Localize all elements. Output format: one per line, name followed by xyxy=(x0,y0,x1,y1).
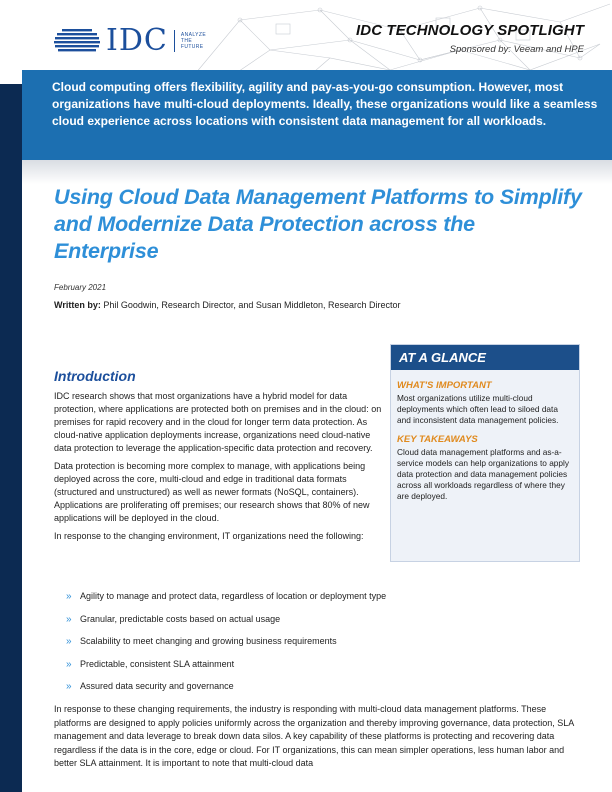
list-item xyxy=(66,636,586,659)
paragraph: IDC research shows that most organizations have a hybrid model for data protection, where applications are protected both on premises and in the cloud: on premises for rapid recovery and in the cloud for longer term data protection. As cloud-native application deployments increase, organizations need cloud-native data protection to leverage the application-specific data protection and recovery. xyxy=(54,391,382,453)
tagline-line: FUTURE xyxy=(180,44,204,50)
logo-tagline xyxy=(181,32,206,50)
logo-text: IDC xyxy=(106,23,168,58)
chevron-bullet-icon: » xyxy=(66,636,72,648)
document-title: Using Cloud Data Management Platforms to Simplify and Modernize Data Protection across the Enterprise xyxy=(54,185,582,263)
chevron-bullet-icon: » xyxy=(66,658,72,670)
sponsor-line: Sponsored by: Veeam and HPE xyxy=(449,44,584,55)
list-item-text: Scalability to meet changing and growing business requirements xyxy=(80,636,337,647)
list-item xyxy=(66,659,586,682)
authors: Phil Goodwin, Research Director, and Susan Middleton, Research Director xyxy=(103,300,401,310)
glance-text-takeaways: Cloud data management platforms and as-a-service models can help organizations to apply data protection and data management policies across all workloads regardless of where they are deployed. xyxy=(397,447,570,501)
glance-heading-takeaways: KEY TAKEAWAYS xyxy=(397,434,478,445)
at-a-glance-box xyxy=(390,344,580,562)
publish-date: February 2021 xyxy=(54,283,107,292)
spotlight-heading xyxy=(356,22,584,55)
left-accent-bar xyxy=(0,84,22,792)
authors-line xyxy=(54,300,401,310)
glance-text-important: Most organizations utilize multi-cloud deployments which often lead to siloed data and inconsistent data management policies. xyxy=(397,393,559,425)
globe-stripes-icon xyxy=(54,28,100,54)
list-item-text: Assured data security and governance xyxy=(80,681,234,692)
spotlight-title: IDC TECHNOLOGY SPOTLIGHT xyxy=(356,22,584,39)
chevron-bullet-icon: » xyxy=(66,591,72,602)
paragraph: In response to the changing environment, IT organizations need the following: xyxy=(54,531,364,541)
logo-divider xyxy=(174,30,175,52)
glance-title: AT A GLANCE xyxy=(391,345,579,370)
section-heading-introduction: Introduction xyxy=(54,368,136,384)
paragraph: Data protection is becoming more complex to manage, with applications being deployed across the core, multi-cloud and edge in traditional data formats (structured and unstructured) as well as newer formats (NoSQL, containers). Applications are proliferating off premises; our research shows that 80% of new applications will be deployed in the cloud. xyxy=(54,461,370,523)
idc-logo xyxy=(54,23,207,58)
needs-list xyxy=(66,591,586,704)
banner-shadow xyxy=(22,160,612,184)
written-by-label: Written by: xyxy=(54,300,101,310)
glance-heading-important: WHAT'S IMPORTANT xyxy=(397,380,492,391)
list-item-text: Agility to manage and protect data, regardless of location or deployment type xyxy=(80,591,387,601)
list-item-text: Predictable, consistent SLA attainment xyxy=(80,658,235,669)
closing-paragraph: In response to these changing requirements, the industry is responding with multi-cloud data management platforms. These platforms are designed to apply policies uniformly across the organization and thereby improving governance, data protection, SLA management and data leverage to break down data silos. A key capability of these platforms is protecting and recovering data regardless if the data is in the core, edge or cloud. For IT organizations, this can mean simpler operations, less human labor and better SLA attainment. It is important to note that multi-cloud data xyxy=(54,704,574,769)
list-item-text: Granular, predictable costs based on actual usage xyxy=(80,613,281,624)
banner-text: Cloud computing offers flexibility, agility and pay-as-you-go consumption. However, most organizations have multi-cloud deployments. Ideally, these organizations would like a seamless cloud experience across locations with consistent data management for all workloads. xyxy=(52,80,598,128)
tagline-line: ANALYZE xyxy=(180,32,207,38)
summary-banner xyxy=(22,70,612,160)
chevron-bullet-icon: » xyxy=(66,613,72,625)
list-item xyxy=(66,614,586,637)
list-item xyxy=(66,591,586,614)
chevron-bullet-icon: » xyxy=(66,681,72,693)
tagline-line: THE xyxy=(180,38,193,44)
list-item xyxy=(66,681,586,704)
introduction-body xyxy=(54,390,384,546)
